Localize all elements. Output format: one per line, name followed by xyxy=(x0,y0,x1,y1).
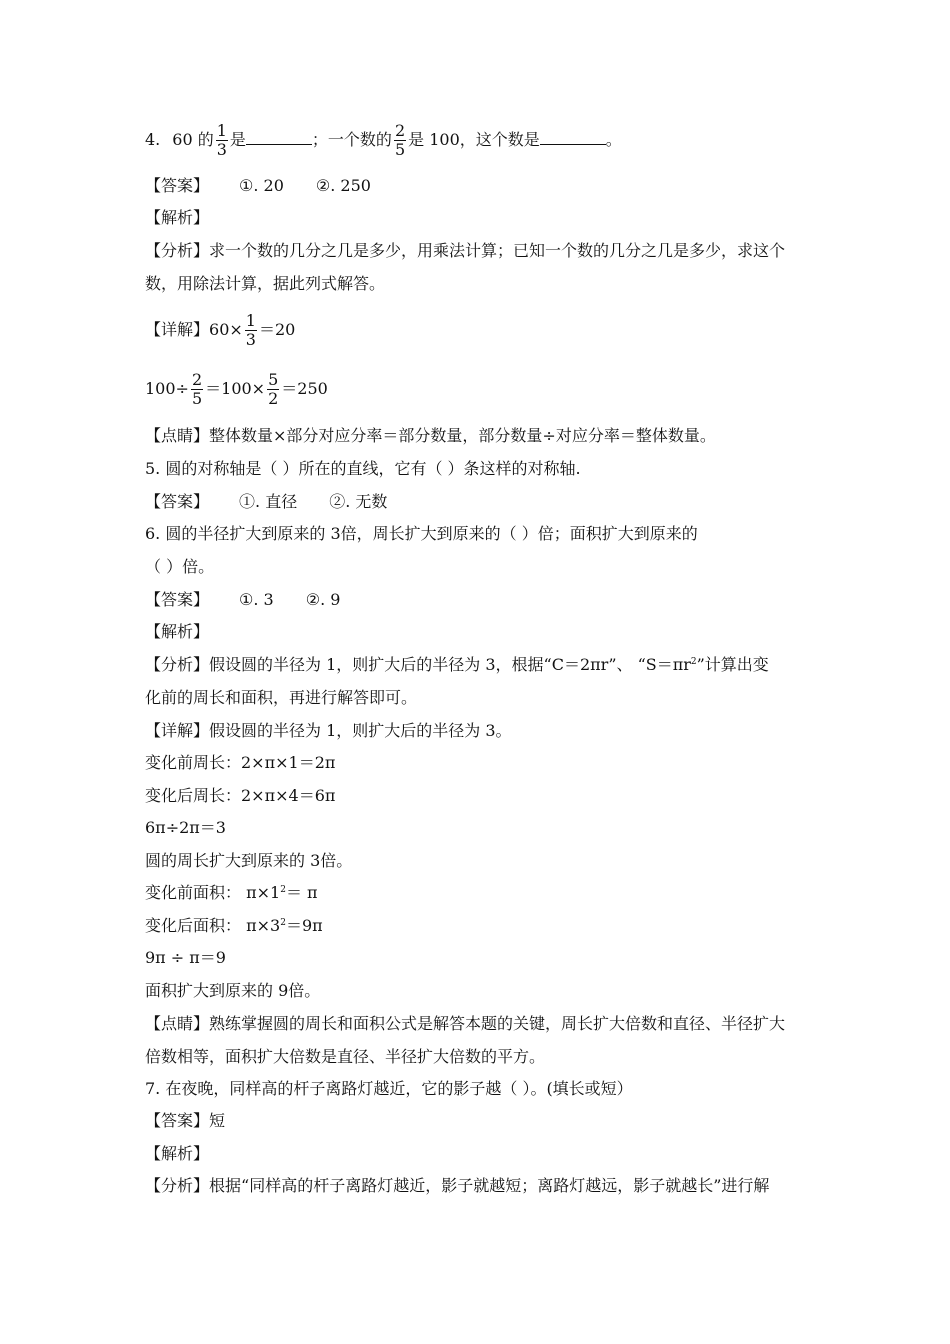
question-text: （ ）倍。 xyxy=(145,557,215,576)
section-tag: 【详解】 xyxy=(145,721,210,740)
section-tag: 【详解】 xyxy=(145,320,210,339)
text: 是 xyxy=(229,130,246,149)
numerator: 2 xyxy=(394,121,406,140)
answer-value: ②. 9 xyxy=(305,590,341,609)
text: 假设圆的半径为 1，则扩大后的半径为 3，根据“C＝2πr”、 “S＝πr xyxy=(209,655,691,674)
question-4 xyxy=(145,120,622,160)
answer-blank xyxy=(246,128,312,145)
detail-line xyxy=(145,310,295,350)
section-tag: 【解析】 xyxy=(145,208,210,227)
analysis-line xyxy=(145,688,417,708)
analysis-line xyxy=(145,655,769,675)
answer-line xyxy=(145,176,371,196)
section-tag: 【点睛】 xyxy=(145,1014,210,1033)
tip-line xyxy=(145,426,716,446)
tip-line xyxy=(145,1014,785,1034)
text: 倍数相等，面积扩大倍数是直径、半径扩大倍数的平方。 xyxy=(145,1047,546,1066)
answer-value: ②. 250 xyxy=(315,176,371,195)
text: ＝100× xyxy=(205,379,266,398)
text: 求一个数的几分之几是多少，用乘法计算；已知一个数的几分之几是多少，求这个 xyxy=(209,241,786,260)
denominator: 5 xyxy=(191,389,203,408)
question-6 xyxy=(145,524,698,544)
step-line xyxy=(145,916,323,936)
detail-line xyxy=(145,369,328,409)
answer-blank xyxy=(540,128,606,145)
answer-tag: 【答案】 xyxy=(145,590,210,609)
text: ”计算出变 xyxy=(696,655,769,674)
numerator: 1 xyxy=(216,121,227,140)
analysis-heading xyxy=(145,1144,209,1164)
detail-line xyxy=(145,721,512,741)
answer-tag: 【答案】 xyxy=(145,492,210,511)
numerator: 1 xyxy=(245,311,256,330)
text: 数，用除法计算，据此列式解答。 xyxy=(145,274,386,293)
text: 是 100，这个数是 xyxy=(408,130,540,149)
answer-line xyxy=(145,1111,225,1131)
text: ＝250 xyxy=(281,379,328,398)
step-line xyxy=(145,818,226,838)
question-number: 4. xyxy=(145,130,161,149)
question-text: 6. 圆的半径扩大到原来的 3倍，周长扩大到原来的（ ）倍；面积扩大到原来的 xyxy=(145,524,698,543)
text: 圆的周长扩大到原来的 3倍。 xyxy=(145,851,353,870)
step-line xyxy=(145,786,335,806)
text: 根据“同样高的杆子离路灯越近，影子就越短；离路灯越远，影子就越长”进行解 xyxy=(209,1176,770,1195)
section-tag: 【分析】 xyxy=(145,655,210,674)
analysis-line xyxy=(145,1176,769,1196)
question-text: 7. 在夜晚，同样高的杆子离路灯越近，它的影子越（ ）。(填长或短） xyxy=(145,1079,633,1098)
denominator: 3 xyxy=(245,330,256,349)
answer-line xyxy=(145,590,340,610)
text: 变化前周长：2×π×1＝2π xyxy=(145,753,336,772)
analysis-heading xyxy=(145,622,209,642)
text: ；一个数的 xyxy=(311,130,392,149)
fraction xyxy=(216,122,228,159)
denominator: 2 xyxy=(268,389,279,408)
answer-tag: 【答案】 xyxy=(145,1111,210,1130)
text: 假设圆的半径为 1，则扩大后的半径为 3。 xyxy=(209,721,512,740)
text: 100÷ xyxy=(145,379,189,398)
text: ＝9π xyxy=(285,916,323,935)
numerator: 5 xyxy=(268,370,279,389)
answer-value: ①. 直径 xyxy=(239,492,298,511)
step-line xyxy=(145,851,352,871)
text: 60× xyxy=(209,320,243,339)
tip-line xyxy=(145,1047,545,1067)
analysis-line xyxy=(145,274,385,294)
fraction xyxy=(191,371,203,408)
numerator: 2 xyxy=(191,370,203,389)
question-text: 5. 圆的对称轴是（ ）所在的直线，它有（ ）条这样的对称轴. xyxy=(145,459,581,478)
section-tag: 【点睛】 xyxy=(145,426,210,445)
superscript: 2 xyxy=(690,657,697,667)
answer-value: 短 xyxy=(209,1111,226,1130)
answer-value: ②. 无数 xyxy=(329,492,388,511)
fraction xyxy=(267,371,279,408)
step-line xyxy=(145,883,318,903)
text: 整体数量×部分对应分率＝部分数量，部分数量÷对应分率＝整体数量。 xyxy=(209,426,716,445)
text: ＝ π xyxy=(285,883,318,902)
text: 9π ÷ π＝9 xyxy=(145,948,226,967)
text: 6π÷2π＝3 xyxy=(145,818,226,837)
text: 熟练掌握圆的周长和面积公式是解答本题的关键，周长扩大倍数和直径、半径扩大 xyxy=(209,1014,786,1033)
fraction xyxy=(245,312,257,349)
denominator: 3 xyxy=(216,140,227,159)
answer-value: ①. 20 xyxy=(239,176,284,195)
superscript: 2 xyxy=(280,885,286,895)
text: 面积扩大到原来的 9倍。 xyxy=(145,981,321,1000)
superscript: 2 xyxy=(280,918,286,928)
text: 变化后面积： π×3 xyxy=(145,916,281,935)
section-tag: 【解析】 xyxy=(145,622,210,641)
analysis-heading xyxy=(145,208,209,228)
question-7 xyxy=(145,1079,633,1099)
fraction xyxy=(394,122,406,159)
text: 化前的周长和面积，再进行解答即可。 xyxy=(145,688,418,707)
step-line xyxy=(145,753,335,773)
question-5 xyxy=(145,459,581,479)
section-tag: 【解析】 xyxy=(145,1144,210,1163)
text: 。 xyxy=(605,130,622,149)
step-line xyxy=(145,948,226,968)
denominator: 5 xyxy=(394,140,406,159)
answer-tag: 【答案】 xyxy=(145,176,210,195)
section-tag: 【分析】 xyxy=(145,241,210,260)
text: 变化前面积： π×1 xyxy=(145,883,281,902)
answer-value: ①. 3 xyxy=(239,590,274,609)
text: 60 的 xyxy=(172,130,214,149)
answer-line xyxy=(145,492,387,512)
section-tag: 【分析】 xyxy=(145,1176,210,1195)
text: 变化后周长：2×π×4＝6π xyxy=(145,786,336,805)
text: ＝20 xyxy=(258,320,296,339)
step-line xyxy=(145,981,320,1001)
question-6-cont xyxy=(145,557,214,577)
analysis-line xyxy=(145,241,785,261)
